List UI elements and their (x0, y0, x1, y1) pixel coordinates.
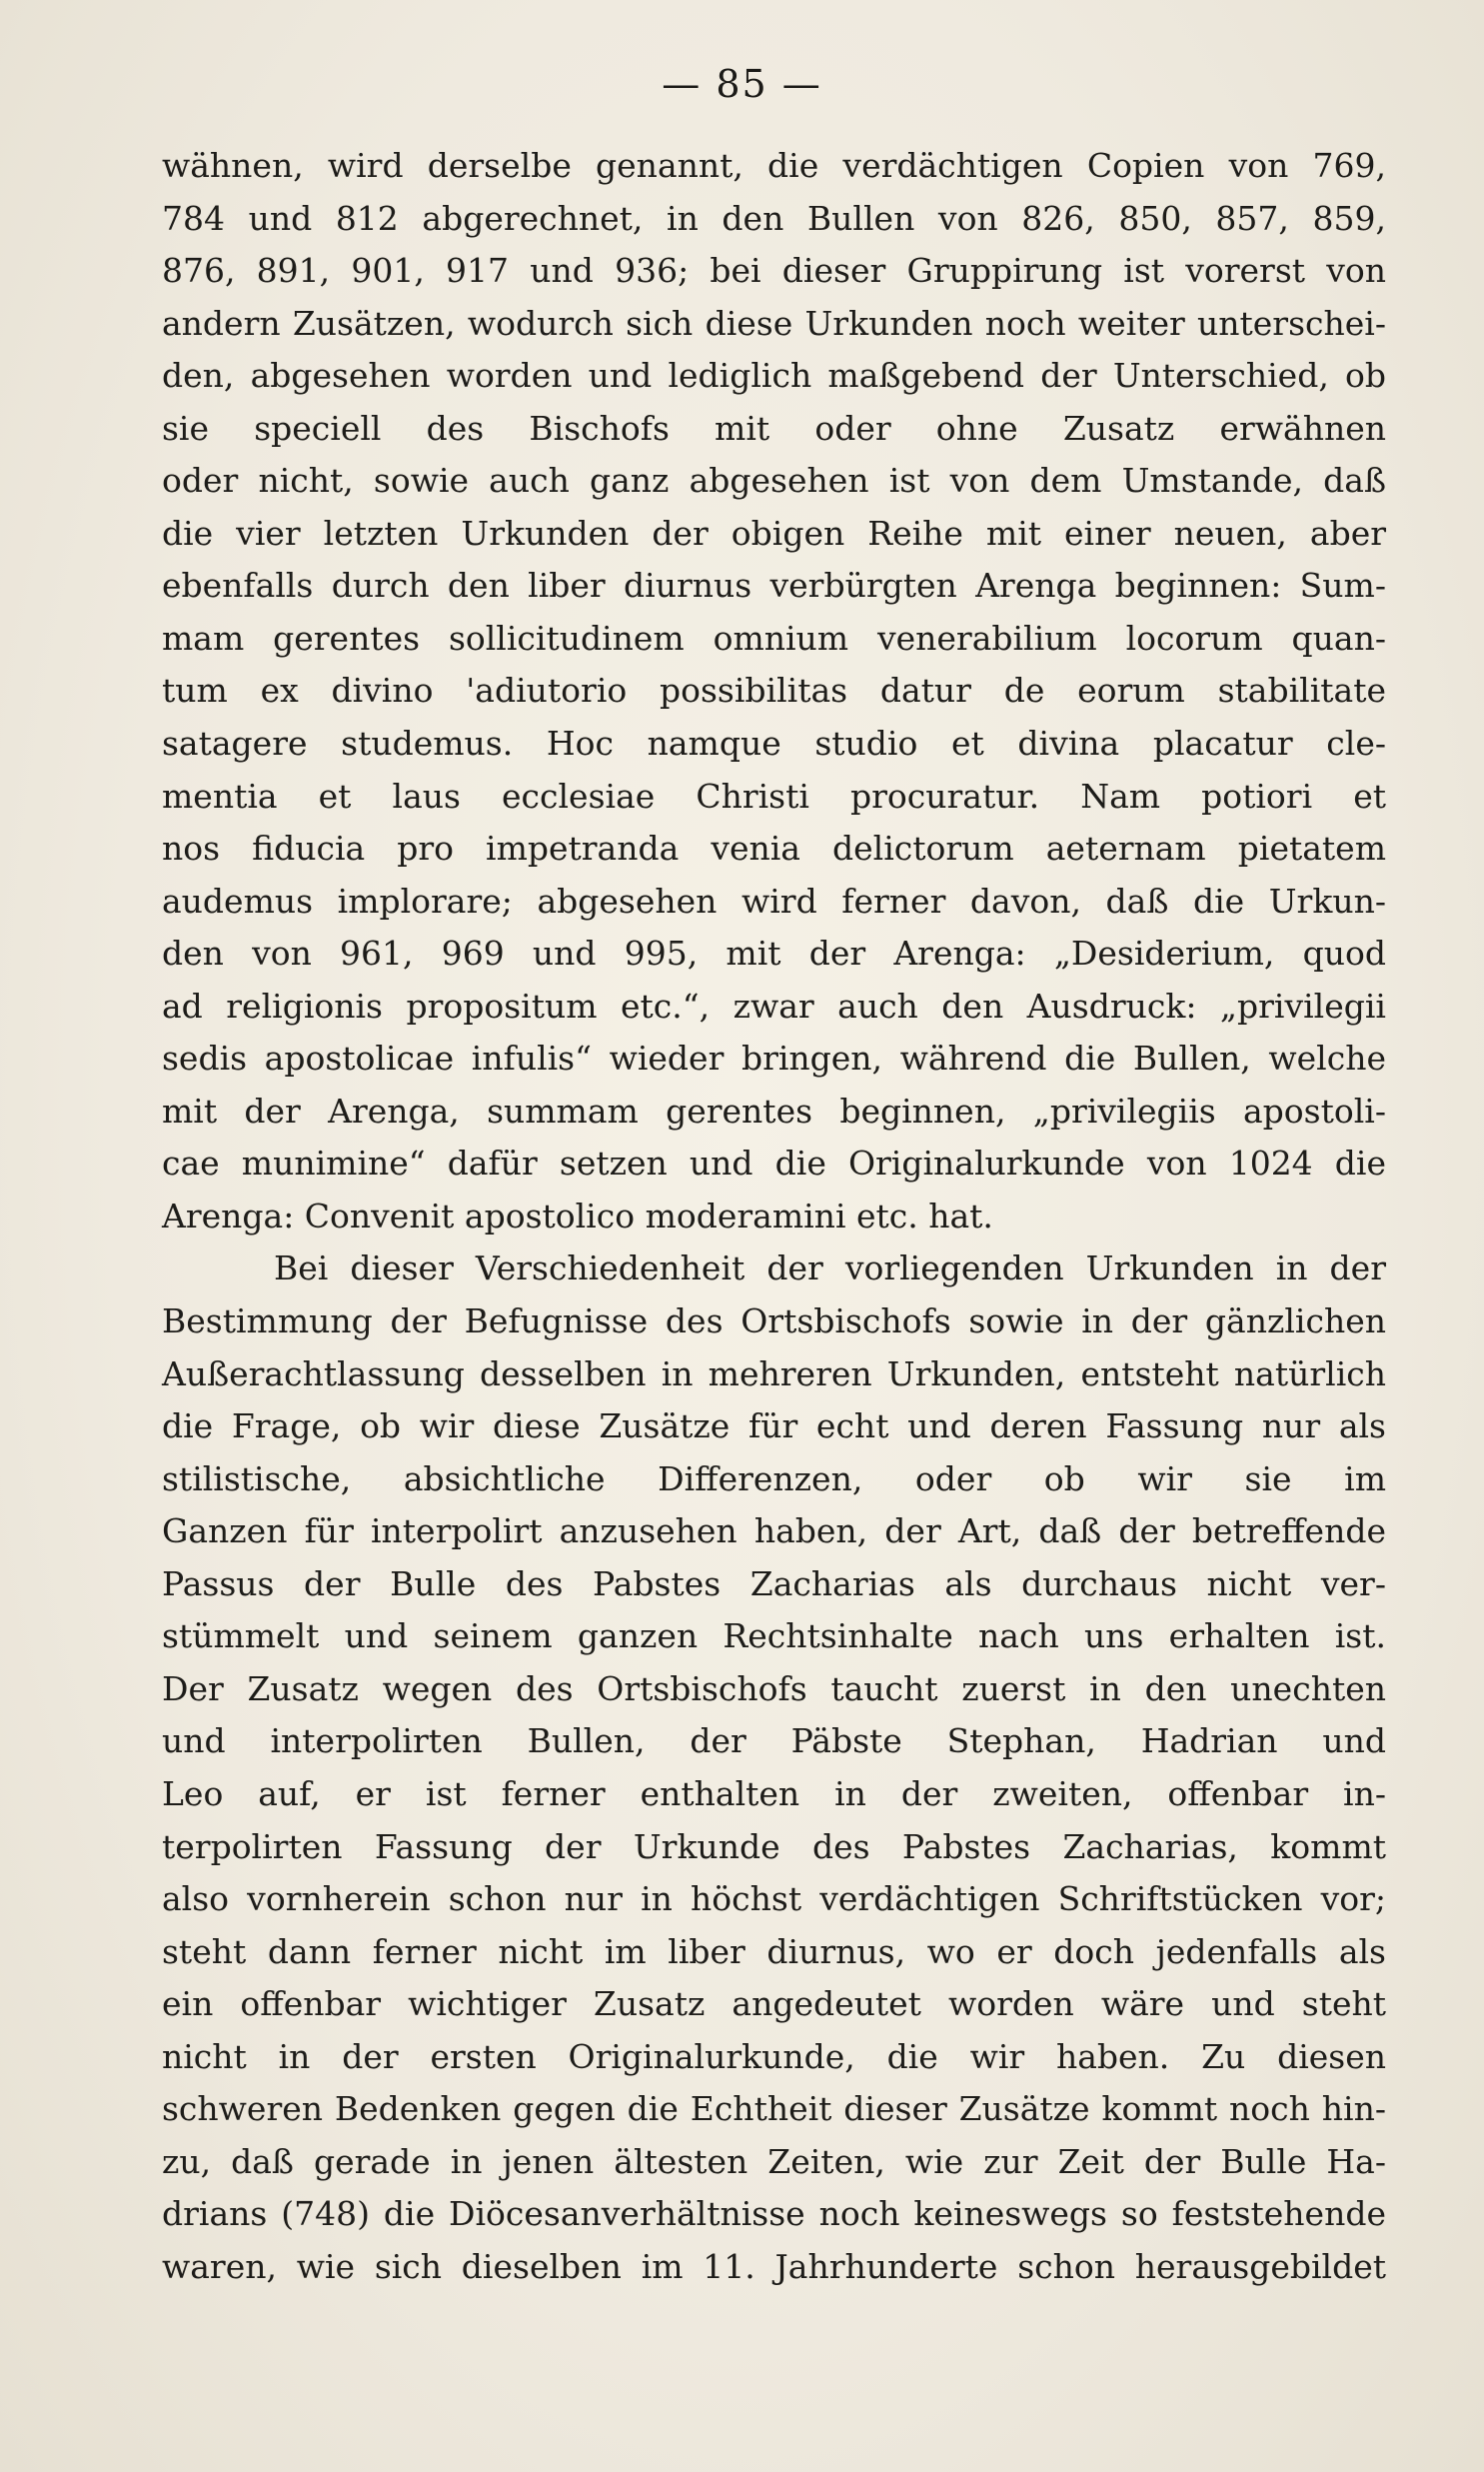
page-number: — 85 — (662, 62, 822, 106)
text-line: mit der Arenga, summam gerentes beginnen, „privilegiis apostoli- (162, 1091, 1386, 1131)
text-line: satagere studemus. Hoc namque studio et divina placatur cle- (162, 724, 1386, 764)
paragraph-end-line: Arenga: Convenit apostolico moderamini etc. hat. (162, 1196, 993, 1236)
text-line: ebenfalls durch den liber diurnus verbürgten Arenga beginnen: Sum- (162, 566, 1386, 606)
text-line: Passus der Bulle des Pabstes Zacharias als durchaus nicht ver- (162, 1563, 1386, 1603)
paragraph-start-line: Bei dieser Verschiedenheit der vorliegenden Urkunden in der (274, 1248, 1386, 1288)
text-line: sedis apostolicae infulis“ wieder bringen, während die Bullen, welche (162, 1039, 1386, 1079)
text-line: mentia et laus ecclesiae Christi procuratur. Nam potiori et (162, 776, 1386, 816)
text-line: schweren Bedenken gegen die Echtheit dieser Zusätze kommt noch hin- (162, 2089, 1386, 2129)
text-line: waren, wie sich dieselben im 11. Jahrhunderte schon herausgebildet (162, 2246, 1386, 2286)
text-line: steht dann ferner nicht im liber diurnus, wo er doch jedenfalls als (162, 1931, 1386, 1971)
text-line: stümmelt und seinem ganzen Rechtsinhalte nach uns erhalten ist. (162, 1616, 1386, 1656)
text-line: drians (748) die Diöcesanverhältnisse noch keineswegs so feststehende (162, 2194, 1386, 2234)
text-line: die vier letzten Urkunden der obigen Reihe mit einer neuen, aber (162, 513, 1386, 553)
text-line: und interpolirten Bullen, der Päbste Stephan, Hadrian und (162, 1721, 1386, 1761)
text-line: also vornherein schon nur in höchst verdächtigen Schriftstücken vor; (162, 1879, 1386, 1919)
text-line: zu, daß gerade in jenen ältesten Zeiten, wie zur Zeit der Bulle Ha- (162, 2141, 1386, 2181)
text-line: stilistische, absichtliche Differenzen, oder ob wir sie im (162, 1458, 1386, 1498)
text-line: den von 961, 969 und 995, mit der Arenga: „Desiderium, quod (162, 934, 1386, 974)
text-line: wähnen, wird derselbe genannt, die verdächtigen Copien von 769, (162, 146, 1386, 185)
text-line: mam gerentes sollicitudinem omnium venerabilium locorum quan- (162, 618, 1386, 658)
text-line: ein offenbar wichtiger Zusatz angedeutet worden wäre und steht (162, 1984, 1386, 2024)
text-line: Bestimmung der Befugnisse des Ortsbischofs sowie in der gänzlichen (162, 1301, 1386, 1341)
text-line: 876, 891, 901, 917 und 936; bei dieser Gruppirung ist vorerst von (162, 251, 1386, 291)
text-line: nicht in der ersten Originalurkunde, die wir haben. Zu diesen (162, 2036, 1386, 2076)
text-line: Ganzen für interpolirt anzusehen haben, der Art, daß der betreffende (162, 1511, 1386, 1551)
text-line: andern Zusätzen, wodurch sich diese Urkunden noch weiter unterschei- (162, 303, 1386, 343)
text-line: 784 und 812 abgerechnet, in den Bullen von 826, 850, 857, 859, (162, 198, 1386, 238)
text-line: Leo auf, er ist ferner enthalten in der zweiten, offenbar in- (162, 1773, 1386, 1813)
text-line: die Frage, ob wir diese Zusätze für echt und deren Fassung nur als (162, 1406, 1386, 1446)
text-line: terpolirten Fassung der Urkunde des Pabstes Zacharias, kommt (162, 1826, 1386, 1866)
text-line: sie speciell des Bischofs mit oder ohne Zusatz erwähnen (162, 408, 1386, 448)
text-line: tum ex divino 'adiutorio possibilitas datur de eorum stabilitate (162, 671, 1386, 711)
text-line: audemus implorare; abgesehen wird ferner davon, daß die Urkun- (162, 881, 1386, 921)
text-line: den, abgesehen worden und lediglich maßgebend der Unterschied, ob (162, 356, 1386, 396)
text-line: oder nicht, sowie auch ganz abgesehen ist von dem Umstande, daß (162, 461, 1386, 501)
text-line: Der Zusatz wegen des Ortsbischofs taucht zuerst in den unechten (162, 1668, 1386, 1708)
text-line: nos fiducia pro impetranda venia delictorum aeternam pietatem (162, 829, 1386, 869)
text-line: ad religionis propositum etc.“, zwar auch den Ausdruck: „privilegii (162, 986, 1386, 1026)
body-text (162, 140, 1386, 2293)
text-line: Außerachtlassung desselben in mehreren Urkunden, entsteht natürlich (162, 1353, 1386, 1393)
text-line: cae munimine“ dafür setzen und die Originalurkunde von 1024 die (162, 1144, 1386, 1184)
